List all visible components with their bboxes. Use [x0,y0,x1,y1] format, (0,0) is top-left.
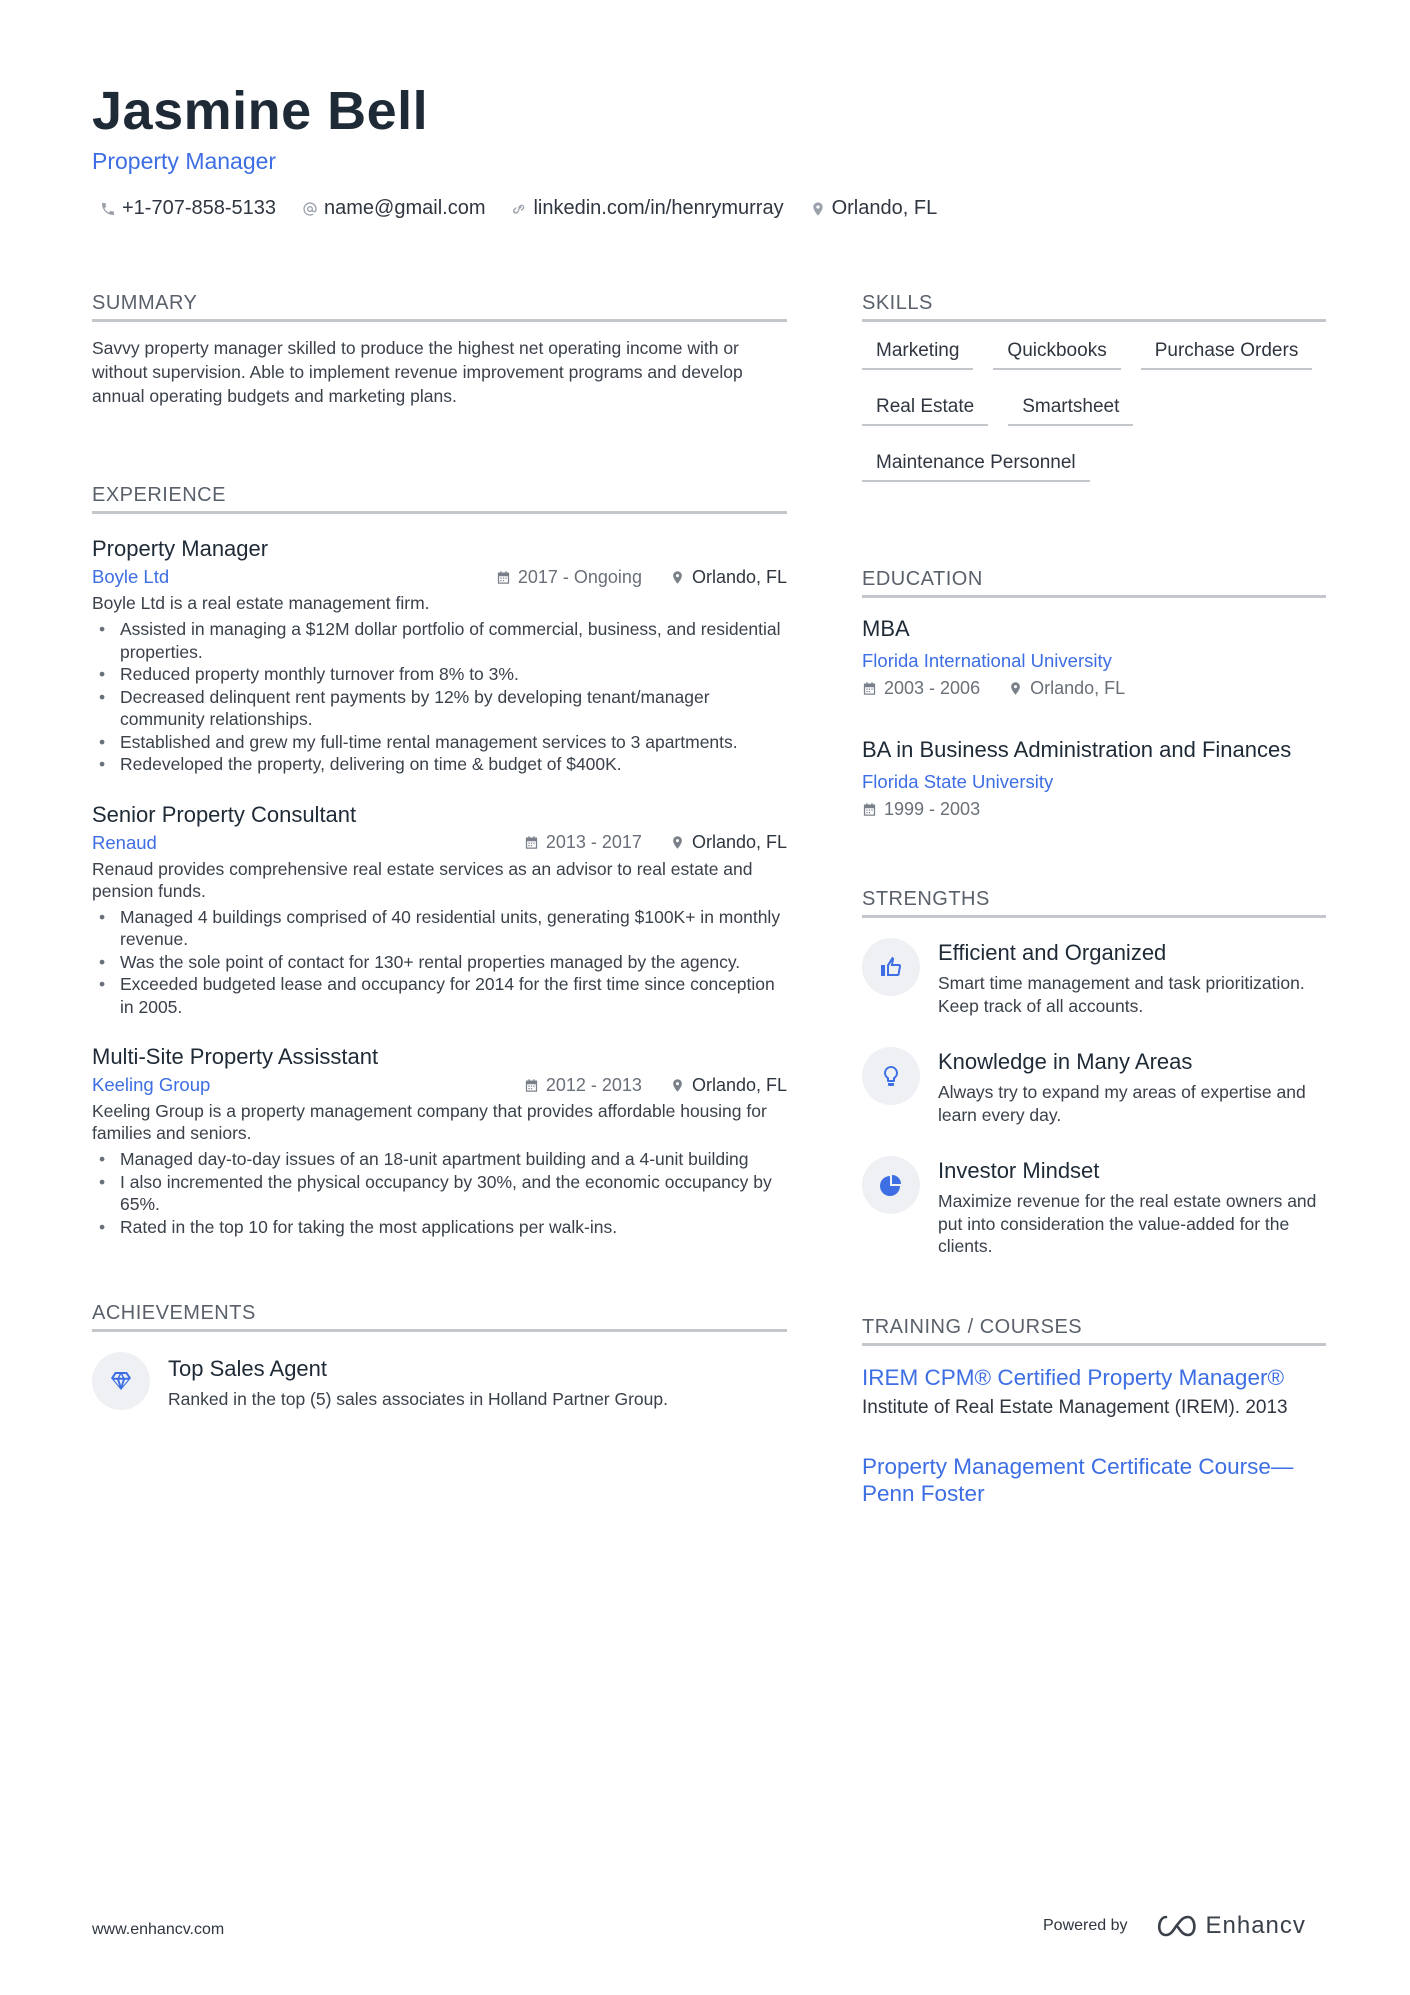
education-meta [862,799,1326,820]
job-meta-line [92,1074,787,1096]
strength-icon-badge [862,1156,920,1214]
education-location-text: Orlando, FL [1030,678,1126,698]
job-dates [496,567,642,588]
location-text: Orlando, FL [831,197,938,219]
strength-body [938,938,1326,1017]
education-item [862,737,1326,820]
map-pin-icon [1008,681,1023,696]
course-title[interactable]: Property Management Certificate Course—Penn Foster [862,1453,1294,1506]
skill-tag: Marketing [862,334,973,370]
bullet-item: • Reduced property monthly turnover from 8% to 3%. [92,663,787,686]
candidate-role: Property Manager [92,148,277,174]
footer-branding [1043,1912,1306,1940]
strength-description: Always try to expand my areas of expertise and learn every day. [938,1082,1306,1125]
linkedin-text: linkedin.com/in/henrymurray [533,197,784,219]
bullet-item: • Was the sole point of contact for 130+ rental properties managed by the agency. [92,951,787,974]
enhancv-logo-icon [1154,1913,1200,1939]
strength-title: Investor Mindset [938,1158,1100,1183]
job-location-text: Orlando, FL [691,566,787,587]
strength-item [862,1156,1326,1258]
calendar-icon [862,802,877,817]
strength-description: Smart time management and task prioritization. Keep track of all accounts. [938,973,1305,1016]
achievement-body [168,1352,668,1410]
diamond-icon [109,1369,133,1393]
education-meta [862,678,1326,699]
contact-phone[interactable] [100,197,276,220]
contact-bar [100,197,937,220]
thumbs-up-icon [879,955,903,979]
lightbulb-icon [879,1064,903,1088]
bullet-item: • Established and grew my full-time rental management services to 3 apartments. [92,731,787,754]
bullet-item: • Decreased delinquent rent payments by 12% by developing tenant/manager community relationships. [92,686,787,731]
strength-body [938,1047,1326,1126]
course-item [862,1364,1326,1419]
education-dates-text: 2003 - 2006 [884,678,981,698]
job-location [670,1075,787,1096]
job-entry [92,802,787,1019]
job-description: Boyle Ltd is a real estate management firm. [92,593,430,613]
job-location [670,567,787,588]
job-meta [496,567,787,588]
link-icon [511,201,527,217]
right-column [862,292,1326,1541]
contact-linkedin[interactable] [511,197,783,220]
at-icon [302,201,318,217]
calendar-icon [862,681,877,696]
achievement-icon-badge [92,1352,150,1410]
bullet-item: • Rated in the top 10 for taking the most applications per walk-ins. [92,1216,787,1239]
job-title: Multi-Site Property Assisstant [92,1044,379,1069]
company-name[interactable]: Boyle Ltd [92,566,170,587]
map-pin-icon [810,201,826,217]
skill-tag: Real Estate [862,390,988,426]
education-dates [862,799,980,820]
strength-description: Maximize revenue for the real estate owners and put into consideration the value-added for the clients. [938,1191,1317,1256]
bullet-item: • I also incremented the physical occupancy by 30%, and the economic occupancy by 65%. [92,1171,787,1216]
job-dates-text: 2013 - 2017 [545,832,642,852]
left-column [92,292,787,1410]
education-degree: BA in Business Administration and Finances [862,737,1292,762]
job-location-text: Orlando, FL [691,1074,787,1095]
job-dates-text: 2017 - Ongoing [517,566,642,587]
skill-tag: Maintenance Personnel [862,446,1090,482]
bullet-item: • Redeveloped the property, delivering on time & budget of $400K. [92,753,787,776]
pie-chart-icon [879,1173,903,1197]
experience-heading: EXPERIENCE [92,484,787,514]
contact-email[interactable] [302,197,485,220]
job-meta [524,1075,787,1096]
email-text: name@gmail.com [324,197,486,219]
strength-title: Efficient and Organized [938,940,1167,965]
skill-tag: Purchase Orders [1141,334,1313,370]
map-pin-icon [670,1078,685,1093]
education-degree: MBA [862,616,910,641]
company-name[interactable]: Renaud [92,831,157,853]
achievements-heading: ACHIEVEMENTS [92,1302,787,1332]
candidate-name: Jasmine Bell [92,81,429,141]
calendar-icon [496,570,511,585]
education-dates-text: 1999 - 2003 [884,799,981,819]
job-bullets [92,618,787,776]
enhancv-logo[interactable] [1154,1912,1306,1940]
strengths-heading: STRENGTHS [862,888,1326,918]
job-bullets [92,906,787,1019]
course-description: Institute of Real Estate Management (IREM). 2013 [862,1396,1288,1418]
job-dates [524,1075,642,1096]
job-title: Senior Property Consultant [92,801,357,827]
job-description: Keeling Group is a property management company that provides affordable housing for families and seniors. [92,1101,767,1143]
skill-tag: Quickbooks [993,334,1120,370]
job-entry [92,1044,787,1238]
education-school[interactable]: Florida International University [862,650,1112,671]
education-location [1008,678,1125,699]
training-heading: TRAINING / COURSES [862,1316,1326,1346]
strength-icon-badge [862,1047,920,1105]
education-item [862,616,1326,699]
education-dates [862,678,980,699]
job-location [670,832,787,853]
strength-body [938,1156,1326,1258]
achievement-title: Top Sales Agent [168,1356,328,1381]
job-bullets [92,1148,787,1238]
job-dates-text: 2012 - 2013 [545,1074,642,1095]
bullet-item: • Managed day-to-day issues of an 18-unit apartment building and a 4-unit building [92,1148,787,1171]
course-item [862,1453,1326,1507]
bullet-item: • Managed 4 buildings comprised of 40 residential units, generating $100K+ in monthly revenue. [92,906,787,951]
education-heading: EDUCATION [862,568,1326,598]
phone-icon [100,201,116,217]
bullet-item: • Exceeded budgeted lease and occupancy for 2014 for the first time since conception in 2005. [92,973,787,1018]
job-entry [92,536,787,776]
strength-icon-badge [862,938,920,996]
skills-list [862,334,1326,502]
course-title[interactable]: IREM CPM® Certified Property Manager® [862,1364,1285,1390]
calendar-icon [524,835,539,850]
achievement-description: Ranked in the top (5) sales associates in Holland Partner Group. [168,1389,668,1409]
job-meta-line [92,832,787,854]
skill-tag: Smartsheet [1008,390,1133,426]
enhancv-logo-text: Enhancv [1205,1912,1306,1939]
strength-item [862,938,1326,1017]
contact-location [810,197,938,220]
job-title: Property Manager [92,536,269,561]
summary-heading: SUMMARY [92,292,787,322]
powered-by-label: Powered by [1043,1917,1128,1934]
job-description: Renaud provides comprehensive real estate services as an advisor to real estate and pension funds. [92,858,753,901]
phone-text: +1-707-858-5133 [122,197,277,219]
education-school[interactable]: Florida State University [862,771,1054,792]
bullet-item: • Assisted in managing a $12M dollar portfolio of commercial, business, and residential properties. [92,618,787,663]
strength-title: Knowledge in Many Areas [938,1049,1193,1074]
job-location-text: Orlando, FL [691,832,787,852]
job-meta-line [92,566,787,588]
strength-item [862,1047,1326,1126]
map-pin-icon [670,835,685,850]
map-pin-icon [670,570,685,585]
job-meta [524,832,787,853]
achievement-item [92,1352,787,1410]
company-name[interactable]: Keeling Group [92,1074,211,1095]
skills-heading: SKILLS [862,292,1326,322]
footer-website[interactable]: www.enhancv.com [92,1921,225,1938]
calendar-icon [524,1078,539,1093]
summary-text: Savvy property manager skilled to produce the highest net operating income with or without supervision. Able to implement revenue improvement programs and develop annual operating budgets and marketing plans. [92,338,743,406]
job-dates [524,832,642,853]
